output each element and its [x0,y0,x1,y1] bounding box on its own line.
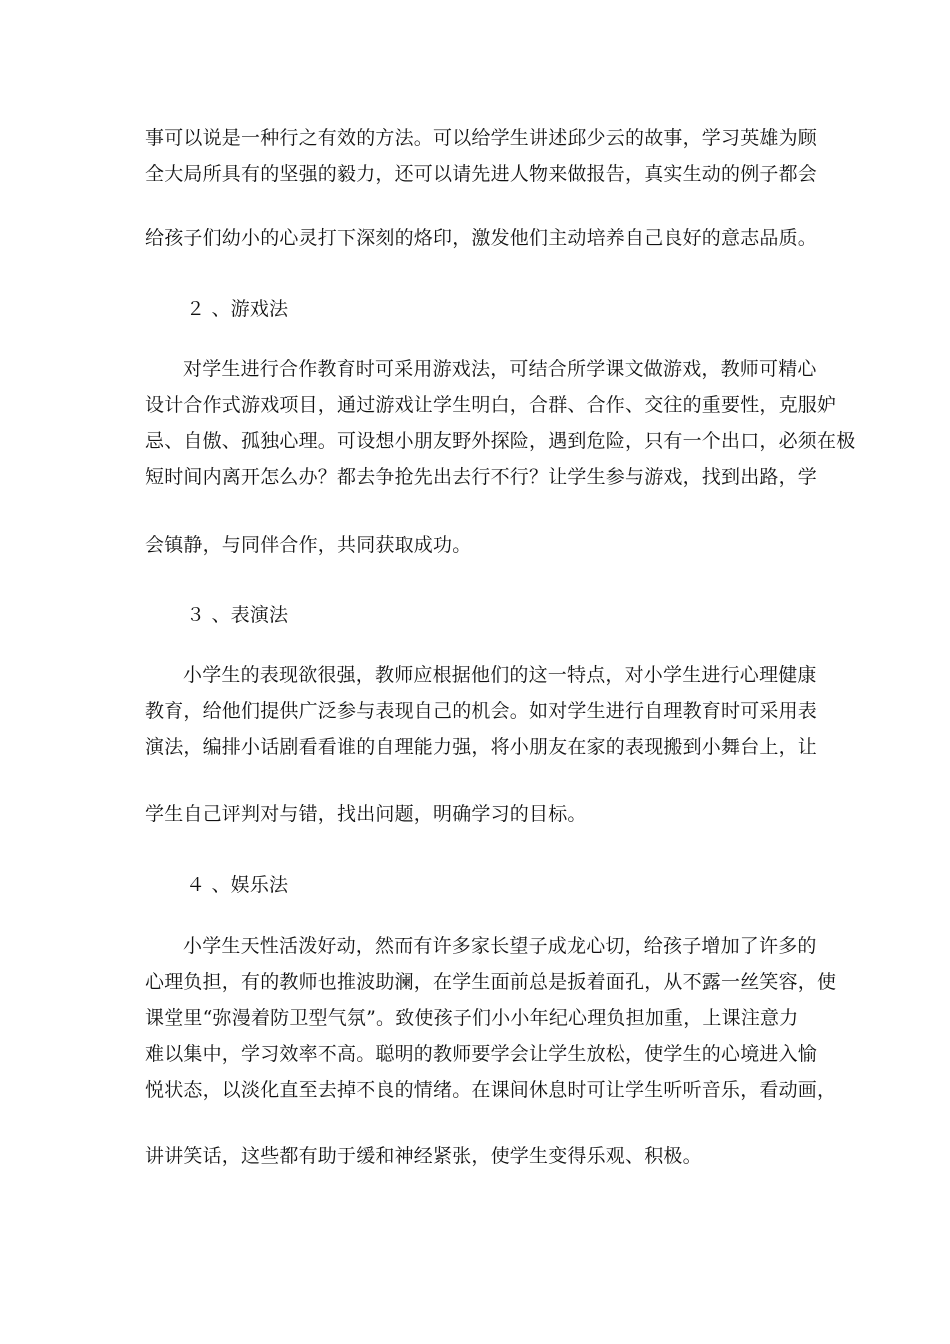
section-heading: ２ 、游戏法 [186,298,289,320]
section-heading: ４ 、娱乐法 [186,874,289,896]
text-line: 全大局所具有的坚强的毅力，还可以请先进人物来做报告，真实生动的例子都会 [145,163,818,185]
text-line: 课堂里“弥漫着防卫型气氛”。致使孩子们小小年纪心理负担加重，上课注意力 [145,1007,799,1029]
text-line: 教育，给他们提供广泛参与表现自己的机会。如对学生进行自理教育时可采用表 [145,700,818,722]
section-heading: ３ 、表演法 [186,604,289,626]
text-line: 会镇静，与同伴合作，共同获取成功。 [145,534,472,556]
text-line: 悦状态，以淡化直至去掉不良的情绪。在课间休息时可让学生听听音乐，看动画， [145,1079,837,1101]
text-line: 难以集中，学习效率不高。聪明的教师要学会让学生放松，使学生的心境进入愉 [145,1043,818,1065]
text-line: 事可以说是一种行之有效的方法。可以给学生讲述邱少云的故事，学习英雄为顾 [145,127,818,149]
text-line: 演法，编排小话剧看看谁的自理能力强，将小朋友在家的表现搬到小舞台上，让 [145,736,818,758]
text-line: 给孩子们幼小的心灵打下深刻的烙印，激发他们主动培养自己良好的意志品质。 [145,227,818,249]
text-line: 忌、自傲、孤独心理。可设想小朋友野外探险，遇到危险，只有一个出口，必须在极 [145,430,856,452]
text-line: 小学生的表现欲很强，教师应根据他们的这一特点，对小学生进行心理健康 [183,664,817,686]
text-line: 讲讲笑话，这些都有助于缓和神经紧张，使学生变得乐观、积极。 [145,1145,702,1167]
text-line: 对学生进行合作教育时可采用游戏法，可结合所学课文做游戏，教师可精心 [183,358,817,380]
text-line: 短时间内离开怎么办？都去争抢先出去行不行？让学生参与游戏，找到出路，学 [145,466,818,488]
text-line: 设计合作式游戏项目，通过游戏让学生明白，合群、合作、交往的重要性，克服妒 [145,394,837,416]
text-line: 小学生天性活泼好动，然而有许多家长望子成龙心切，给孩子增加了许多的 [183,935,817,957]
text-line: 学生自己评判对与错，找出问题，明确学习的目标。 [145,803,587,825]
text-line: 心理负担，有的教师也推波助澜，在学生面前总是扳着面孔，从不露一丝笑容，使 [145,971,837,993]
